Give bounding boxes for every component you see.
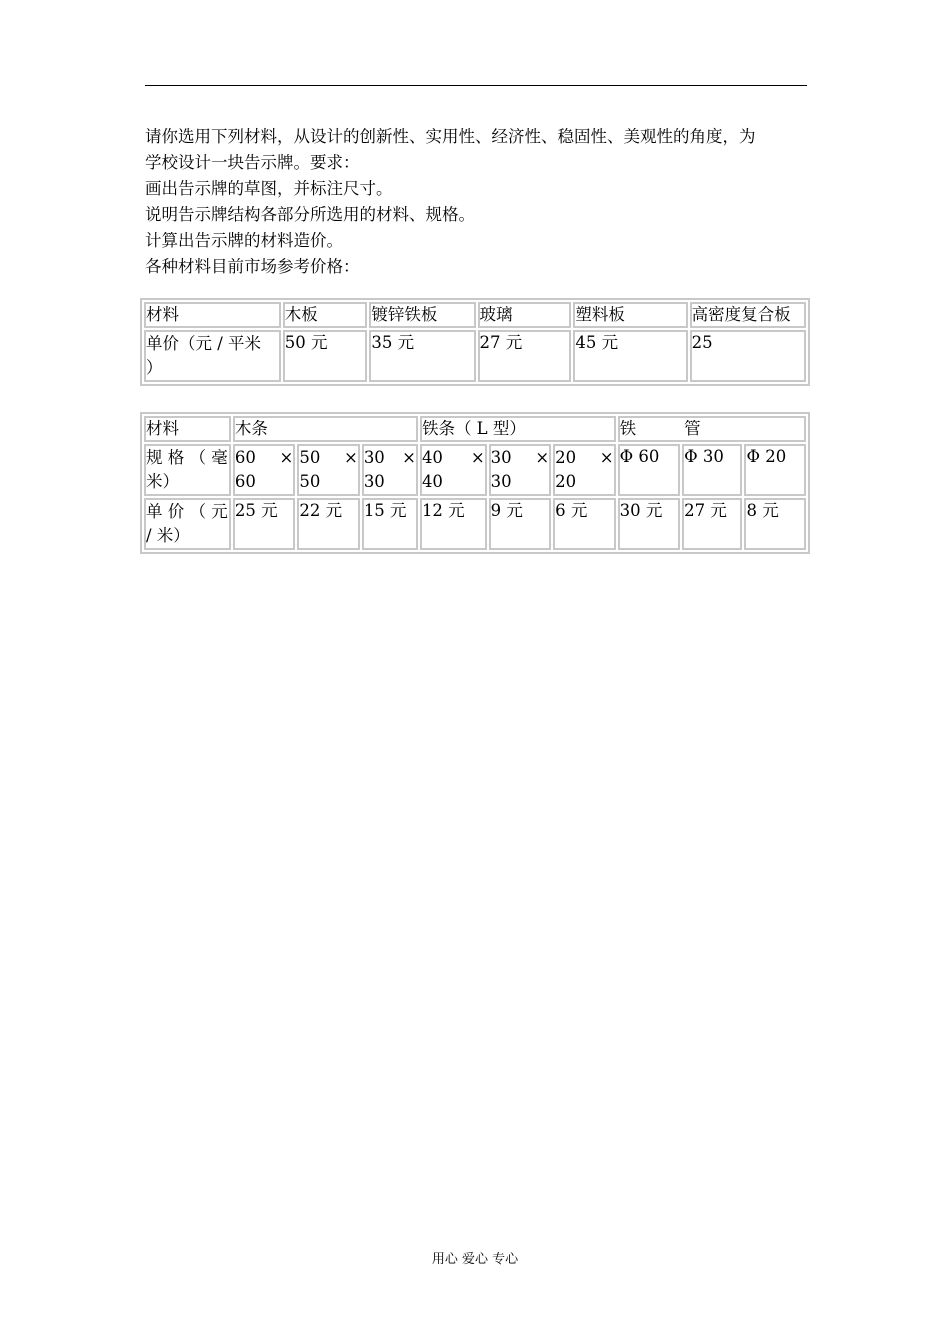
spec-x: × (470, 448, 485, 467)
intro-line: 各种材料目前市场参考价格： (145, 257, 360, 276)
spec-a: 30 (363, 448, 385, 467)
spec-cell (233, 444, 295, 496)
table-header-cell: 木板 (283, 302, 368, 328)
spec-a: 30 (490, 448, 512, 467)
spec-b: 60 (234, 472, 256, 491)
spec-cell (362, 444, 418, 496)
table-row (144, 330, 806, 382)
table-cell: 9 元 (489, 498, 551, 550)
table-cell: 30 元 (618, 498, 680, 550)
spec-a: 20 (555, 448, 577, 467)
spec-cell (420, 444, 487, 496)
pipe-header-a: 铁 (619, 419, 637, 438)
table-header-cell: 铁条（ L 型） (420, 416, 616, 442)
spec-x: × (279, 448, 294, 467)
row-label-line: / 米） (146, 526, 190, 545)
table-cell: Φ 30 (682, 444, 742, 496)
table-header-cell: 木条 (233, 416, 418, 442)
intro-line: 计算出告示牌的材料造价。 (145, 231, 343, 250)
table-header-cell: 玻璃 (478, 302, 572, 328)
table-header-cell: 材料 (144, 416, 231, 442)
spec-cell (297, 444, 359, 496)
table-header-cell (618, 416, 806, 442)
spec-a: 40 (421, 448, 443, 467)
row-label-line: 规 格 （ 毫 (146, 448, 228, 467)
intro-line: 请你选用下列材料，从设计的创新性、实用性、经济性、稳固性、美观性的角度，为 (145, 127, 756, 146)
table-row (144, 302, 806, 328)
spec-x: × (343, 448, 358, 467)
table-header-cell: 高密度复合板 (690, 302, 806, 328)
intro-line: 说明告示牌结构各部分所选用的材料、规格。 (145, 205, 475, 224)
row-label (144, 444, 231, 496)
intro-line: 学校设计一块告示牌。要求： (145, 153, 360, 172)
spec-a: 60 (234, 448, 256, 467)
row-label-line: 米） (146, 472, 179, 491)
table-header-cell: 材料 (144, 302, 281, 328)
spec-x: × (599, 448, 614, 467)
spec-b: 20 (555, 472, 577, 491)
table-row (144, 416, 806, 442)
spec-b: 40 (421, 472, 443, 491)
table-cell: 50 元 (283, 330, 368, 382)
table-cell: 8 元 (744, 498, 806, 550)
table-row (144, 498, 806, 550)
table-cell: Φ 60 (618, 444, 680, 496)
table-cell: 25 (690, 330, 806, 382)
table-cell: 45 元 (573, 330, 687, 382)
spec-x: × (535, 448, 550, 467)
table-cell: 22 元 (297, 498, 359, 550)
spec-cell (553, 444, 615, 496)
spec-b: 30 (363, 472, 385, 491)
table-cell: 6 元 (553, 498, 615, 550)
table-cell: 12 元 (420, 498, 487, 550)
table-header-cell: 镀锌铁板 (369, 302, 475, 328)
spec-x: × (402, 448, 416, 467)
table-row (144, 444, 806, 496)
row-label-line: 单 价 （ 元 (146, 502, 228, 521)
spec-b: 30 (490, 472, 512, 491)
table-cell: 35 元 (369, 330, 475, 382)
table-cell: 27 元 (682, 498, 742, 550)
row-label (144, 330, 281, 382)
intro-line: 画出告示牌的草图，并标注尺寸。 (145, 179, 393, 198)
problem-text (145, 124, 815, 280)
table-cell: 27 元 (478, 330, 572, 382)
table-cell: Φ 20 (744, 444, 806, 496)
table-cell: 25 元 (233, 498, 295, 550)
spec-cell (489, 444, 551, 496)
page-footer: 用心 爱心 专心 (431, 1252, 519, 1267)
row-label-line: ） (146, 358, 163, 377)
row-label-line: 单价（元 / 平米 (146, 334, 262, 353)
strip-price-table (140, 412, 810, 554)
pipe-header-b: 管 (684, 419, 701, 438)
spec-a: 50 (299, 448, 321, 467)
board-price-table (140, 298, 810, 386)
spec-b: 50 (299, 472, 321, 491)
table-cell: 15 元 (362, 498, 418, 550)
header-rule (145, 85, 807, 86)
row-label (144, 498, 231, 550)
table-header-cell: 塑料板 (573, 302, 687, 328)
